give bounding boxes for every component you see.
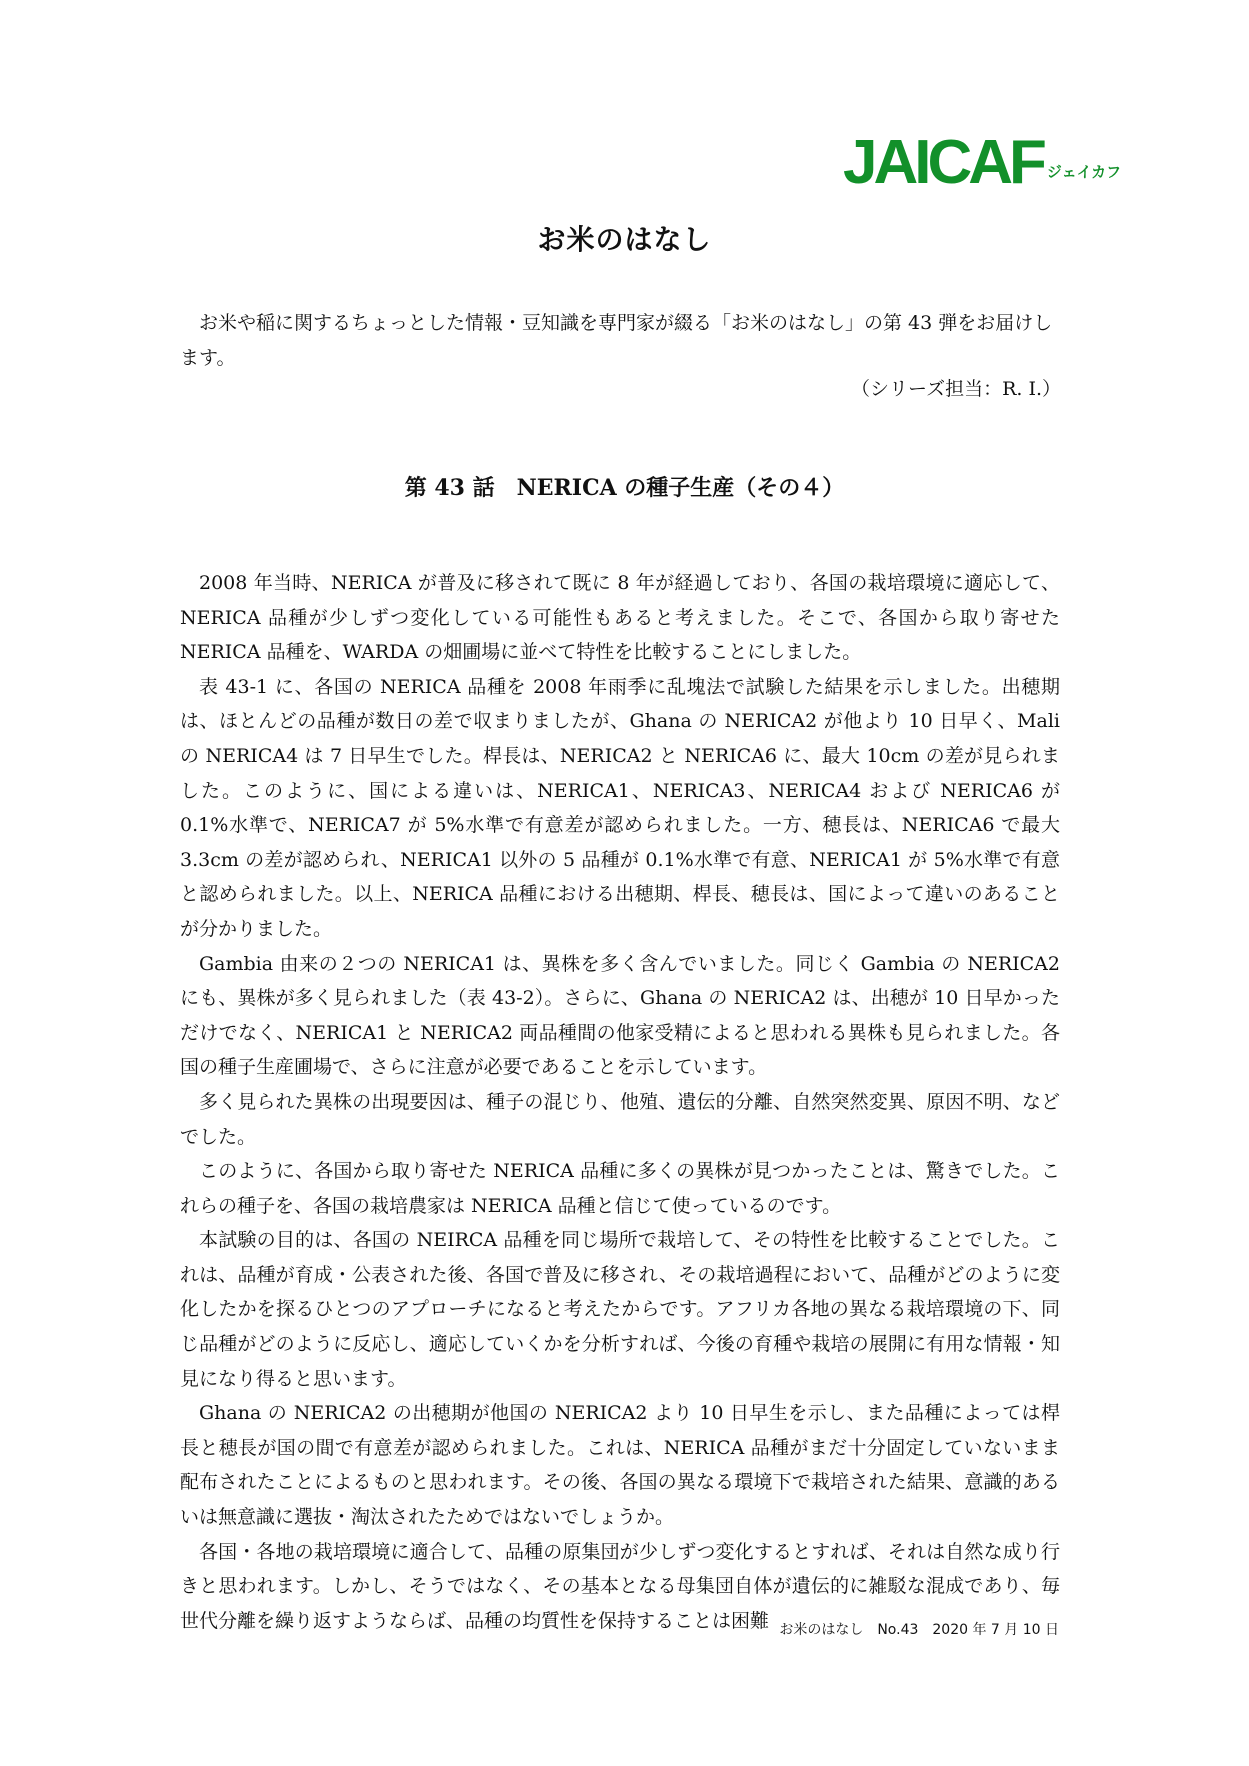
intro-section xyxy=(180,306,1060,376)
page-footer: お米のはなし No.43 2020 年 7 月 10 日 xyxy=(779,1622,1059,1638)
article-body xyxy=(180,566,1060,1638)
body-paragraph: 2008 年当時、NERICA が普及に移されて既に 8 年が経過しており、各国の栽培環境に適応して、NERICA 品種が少しずつ変化している可能性もあると考えました。そこで、各国から取り寄せた NERICA 品種を、WARDA の畑圃場に並べて特性を比較することにしました。 xyxy=(180,572,1060,664)
body-paragraph: Gambia 由来の２つの NERICA1 は、異株を多く含んでいました。同じく Gambia の NERICA2 にも、異株が多く見られました（表 43-2）。さらに、Ghana の NERICA2 は、出穂が 10 日早かっただけでなく、NERICA1 と NERICA2 両品種間の他家受精によると思われる異株も見られました。各国の種子生産圃場で、さらに注意が必要であることを示しています。 xyxy=(180,952,1060,1079)
series-title: お米のはなし xyxy=(537,223,712,256)
article-title: 第 43 話 NERICA の種子生産（その４） xyxy=(404,475,845,501)
body-paragraph: 各国・各地の栽培環境に適合して、品種の原集団が少しずつ変化するとすれば、それは自然な成り行きと思われます。しかし、そうではなく、その基本となる母集団自体が遺伝的に雑駁な混成であり、毎世代分離を繰り返すようならば、品種の均質性を保持することは困難 xyxy=(180,1540,1060,1632)
logo-kana: ジェイカフ xyxy=(1046,163,1122,181)
body-paragraph: 本試験の目的は、各国の NEIRCA 品種を同じ場所で栽培して、その特性を比較することでした。これは、品種が育成・公表された後、各国で普及に移され、その栽培過程において、品種がどのように変化したかを探るひとつのアプローチになると考えたからです。アフリカ各地の異なる栽培環境の下、同じ品種がどのように反応し、適応していくかを分析すれば、今後の育種や栽培の展開に有用な情報・知見になり得ると思います。 xyxy=(180,1229,1060,1390)
body-paragraph: 多く見られた異株の出現要因は、種子の混じり、他殖、遺伝的分離、自然突然変異、原因不明、などでした。 xyxy=(180,1090,1060,1148)
series-byline: （シリーズ担当：R. I.） xyxy=(851,378,1061,400)
jaicaf-logo xyxy=(843,128,1133,198)
body-paragraph: 表 43-1 に、各国の NERICA 品種を 2008 年雨季に乱塊法で試験した結果を示しました。出穂期は、ほとんどの品種が数日の差で収まりましたが、Ghana の NERICA2 が他より 10 日早く、Mali の NERICA4 は 7 日早生でした。桿長は、NERICA2 と NERICA6 に、最大 10cm の差が見られました。このように、国による違いは、NERICA1、NERICA3、NERICA4 および NERICA6 が 0.1%水準で、NERICA7 が 5%水準で有意差が認められました。一方、穂長は、NERICA6 で最大 3.3cm の差が認められ、NERICA1 以外の 5 品種が 0.1%水準で有意、NERICA1 が 5%水準で有意と認められました。以上、NERICA 品種における出穂期、桿長、穂長は、国によって違いのあることが分かりました。 xyxy=(180,675,1060,940)
intro-text: お米や稲に関するちょっとした情報・豆知識を専門家が綴る「お米のはなし」の第 43 弾をお届けします。 xyxy=(180,312,1053,369)
body-paragraph: Ghana の NERICA2 の出穂期が他国の NERICA2 より 10 日早生を示し、また品種によっては桿長と穂長が国の間で有意差が認められました。これは、NERICA 品種がまだ十分固定していないまま配布されたことによるものと思われます。その後、各国の異なる環境下で栽培された結果、意識的あるいは無意識に選抜・淘汰されたためではないでしょうか。 xyxy=(180,1402,1060,1529)
logo-wordmark: JAICAF xyxy=(843,128,1043,197)
body-paragraph: このように、各国から取り寄せた NERICA 品種に多くの異株が見つかったことは、驚きでした。これらの種子を、各国の栽培農家は NERICA 品種と信じて使っているのです。 xyxy=(180,1160,1060,1217)
